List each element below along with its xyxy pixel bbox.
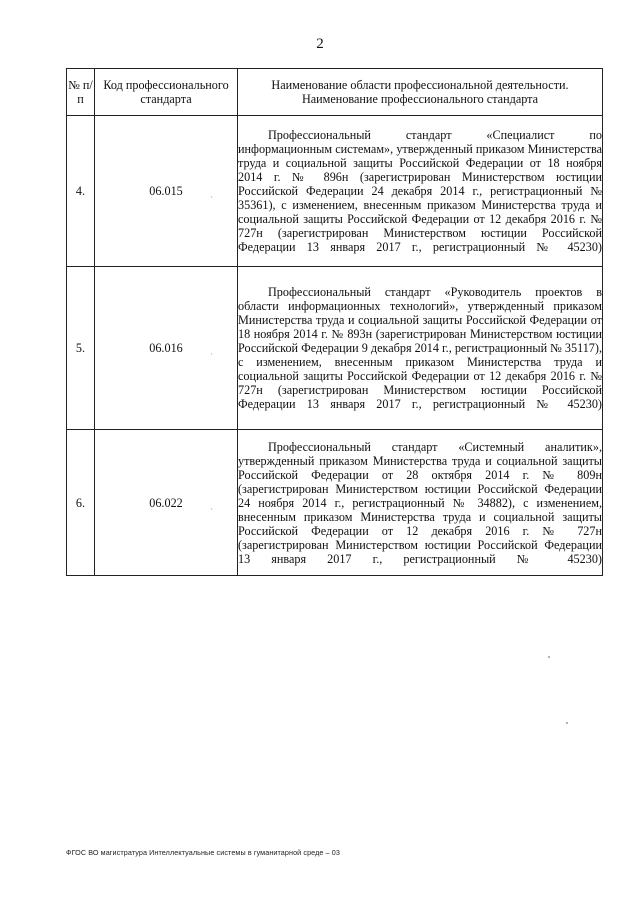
standard-code: 06.022 (149, 495, 183, 510)
standard-description: Профессиональный стандарт «Специалист по информационным системам», утвержденный приказом Министерства труда и социальной защиты Российской Федерации от 18 ноября 2014 г. № 896н (зарегистрирован Министерством юстиции Российской Федерации 24 декабря 2014 г., регистрационный № 35361), с изменением, внесенным приказом Министерства труда и социальной защиты Российской Федерации от 12 декабря 2016 г. № 727н (зарегистрирован Министерством юстиции Российской Федерации 13 января 2017 г., регистрационный № 45230) (238, 116, 603, 267)
standard-description: Профессиональный стандарт «Руководитель проектов в области информационных технологий», утвержденный приказом Министерства труда и социальной защиты Российской Федерации от 18 ноября 2014 г. № 893н (зарегистрирован Министерством юстиции Российской Федерации 9 декабря 2014 г., регистрационный № 35117), с изменением, внесенным приказом Министерства труда и социальной защиты Российской Федерации от 12 декабря 2016 г. № 727н (зарегистрирован Министерством юстиции Российской Федерации 13 января 2017 г., регистрационный № 45230) (238, 267, 603, 430)
header-standard-code: Код профессионального стандарта (95, 69, 238, 116)
table-row (67, 430, 603, 576)
document-footer: ФГОС ВО магистратура Интеллектуальные системы в гуманитарной среде – 03 (66, 848, 340, 857)
header-number: № п/п (67, 69, 95, 116)
standard-description: Профессиональный стандарт «Системный аналитик», утвержденный приказом Министерства труда и социальной защиты Российской Федерации от 28 октября 2014 г. № 809н (зарегистрирован Министерством юстиции Российской Федерации 24 ноября 2014 г., регистрационный № 34882), с изменением, внесенным приказом Министерства труда и социальной защиты Российской Федерации от 12 декабря 2016 г. № 727н (зарегистрирован Министерством юстиции Российской Федерации 13 января 2017 г., регистрационный № 45230) (238, 430, 603, 576)
table-row (67, 116, 603, 267)
header-name-line-2: Наименование профессионального стандарта (301, 92, 539, 106)
page-number: 2 (316, 36, 324, 52)
scan-speck (548, 656, 550, 658)
scan-mark: · (210, 350, 213, 359)
standard-code-cell (95, 267, 238, 430)
standard-code: 06.015 (149, 184, 183, 198)
standard-code-cell (95, 430, 238, 576)
row-number: 4. (67, 116, 95, 267)
scan-speck (566, 722, 568, 724)
standard-code-cell (95, 116, 238, 267)
row-number: 5. (67, 267, 95, 430)
standards-table (66, 68, 603, 576)
header-name-line-1: Наименование области профессиональной деятельности. (271, 78, 569, 92)
scan-mark: · (210, 193, 213, 202)
row-number: 6. (67, 430, 95, 576)
table-row (67, 267, 603, 430)
scan-mark: · (210, 504, 213, 514)
standard-code: 06.016 (149, 341, 183, 355)
table-header-row (67, 69, 603, 116)
header-standard-name (238, 69, 603, 116)
